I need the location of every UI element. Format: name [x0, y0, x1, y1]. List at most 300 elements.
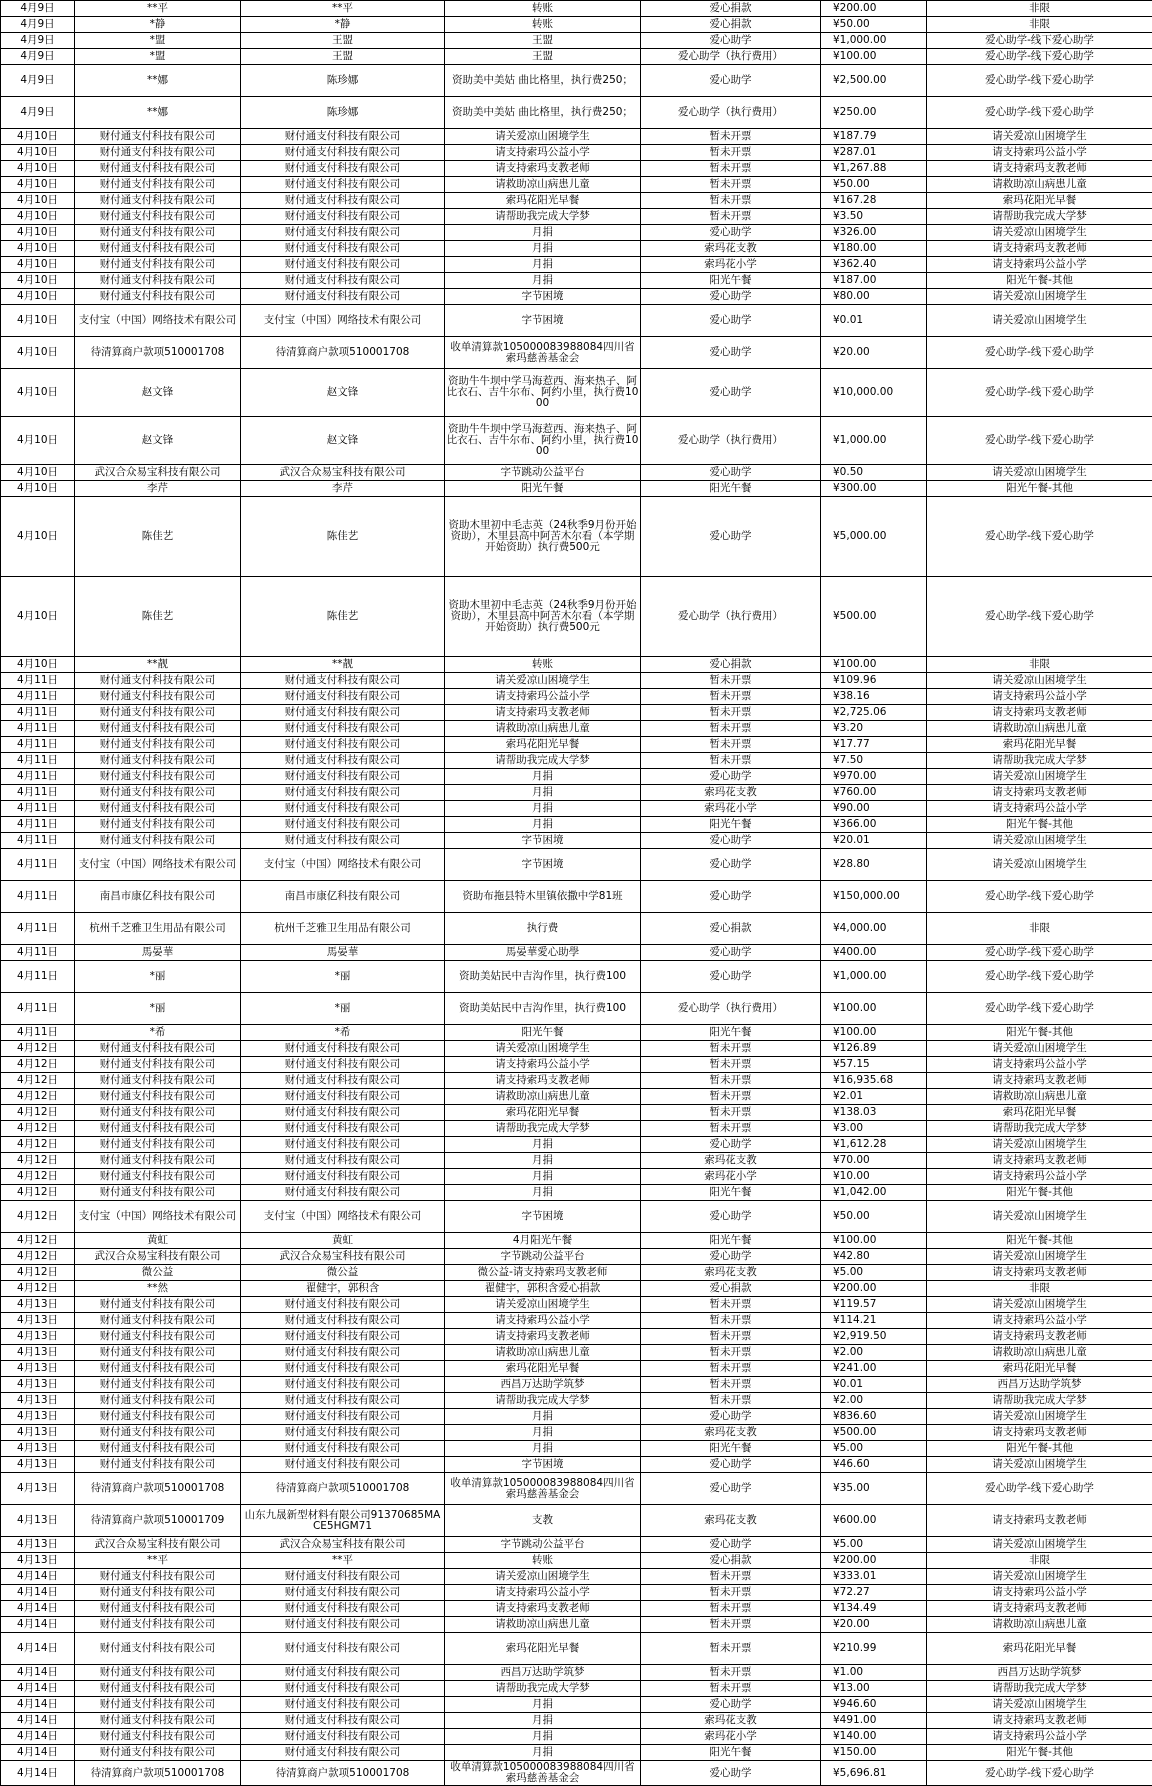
donor-cell: *静	[241, 17, 445, 33]
date-cell: 4月13日	[1, 1409, 75, 1425]
note-cell: 转账	[445, 657, 641, 673]
project-cell: 阳光午餐-其他	[927, 1233, 1152, 1249]
table-row	[1, 673, 1152, 689]
date-cell: 4月11日	[1, 961, 75, 993]
project-cell: 请帮助我完成大学梦	[927, 209, 1152, 225]
table-row	[1, 881, 1152, 913]
amount-cell: ¥5.00	[821, 1441, 927, 1457]
table-row	[1, 481, 1152, 497]
table-row	[1, 1233, 1152, 1249]
payer-cell: 财付通支付科技有限公司	[75, 817, 241, 833]
donor-cell: 财付通支付科技有限公司	[241, 1441, 445, 1457]
amount-cell: ¥100.00	[821, 657, 927, 673]
donor-cell: 待清算商户款项510001708	[241, 1761, 445, 1786]
note-cell: 月捐	[445, 1409, 641, 1425]
category-cell: 爱心助学	[641, 289, 821, 305]
amount-cell: ¥17.77	[821, 737, 927, 753]
payer-cell: 财付通支付科技有限公司	[75, 1569, 241, 1585]
note-cell: 请支持索玛支教老师	[445, 1329, 641, 1345]
donor-cell: 财付通支付科技有限公司	[241, 1041, 445, 1057]
table-row	[1, 1041, 1152, 1057]
payer-cell: 财付通支付科技有限公司	[75, 1297, 241, 1313]
category-cell: 暂未开票	[641, 193, 821, 209]
donor-cell: 财付通支付科技有限公司	[241, 689, 445, 705]
amount-cell: ¥138.03	[821, 1105, 927, 1121]
note-cell: 月捐	[445, 1697, 641, 1713]
date-cell: 4月14日	[1, 1617, 75, 1633]
date-cell: 4月13日	[1, 1313, 75, 1329]
payer-cell: 财付通支付科技有限公司	[75, 721, 241, 737]
note-cell: 月捐	[445, 1169, 641, 1185]
note-cell: 请关爱凉山困境学生	[445, 1297, 641, 1313]
table-row	[1, 225, 1152, 241]
project-cell: 索玛花阳光早餐	[927, 1633, 1152, 1665]
amount-cell: ¥250.00	[821, 97, 927, 129]
category-cell: 暂未开票	[641, 689, 821, 705]
payer-cell: 财付通支付科技有限公司	[75, 1665, 241, 1681]
donor-cell: 财付通支付科技有限公司	[241, 769, 445, 785]
category-cell: 暂未开票	[641, 209, 821, 225]
date-cell: 4月11日	[1, 705, 75, 721]
note-cell: 字节困境	[445, 833, 641, 849]
table-row	[1, 1745, 1152, 1761]
note-cell: 转账	[445, 1, 641, 17]
table-row	[1, 817, 1152, 833]
table-row	[1, 833, 1152, 849]
table-row	[1, 1585, 1152, 1601]
table-row	[1, 913, 1152, 945]
date-cell: 4月14日	[1, 1761, 75, 1786]
amount-cell: ¥200.00	[821, 1, 927, 17]
amount-cell: ¥2,500.00	[821, 65, 927, 97]
payer-cell: 财付通支付科技有限公司	[75, 1345, 241, 1361]
table-row	[1, 1057, 1152, 1073]
amount-cell: ¥0.01	[821, 305, 927, 337]
date-cell: 4月13日	[1, 1329, 75, 1345]
project-cell: 请支持索玛公益小学	[927, 145, 1152, 161]
table-row	[1, 33, 1152, 49]
table-row	[1, 737, 1152, 753]
category-cell: 索玛花小学	[641, 1729, 821, 1745]
table-row	[1, 273, 1152, 289]
payer-cell: 财付通支付科技有限公司	[75, 1377, 241, 1393]
project-cell: 请帮助我完成大学梦	[927, 1121, 1152, 1137]
payer-cell: 财付通支付科技有限公司	[75, 1121, 241, 1137]
date-cell: 4月10日	[1, 497, 75, 577]
payer-cell: 财付通支付科技有限公司	[75, 1425, 241, 1441]
amount-cell: ¥600.00	[821, 1505, 927, 1537]
donor-cell: 财付通支付科技有限公司	[241, 753, 445, 769]
category-cell: 暂未开票	[641, 1377, 821, 1393]
donor-cell: 财付通支付科技有限公司	[241, 1073, 445, 1089]
note-cell: 月捐	[445, 225, 641, 241]
donor-cell: 财付通支付科技有限公司	[241, 1569, 445, 1585]
project-cell: 请关爱凉山困境学生	[927, 465, 1152, 481]
date-cell: 4月14日	[1, 1729, 75, 1745]
amount-cell: ¥2.00	[821, 1393, 927, 1409]
note-cell: 请救助凉山病患儿童	[445, 1345, 641, 1361]
payer-cell: *希	[75, 1025, 241, 1041]
payer-cell: 财付通支付科技有限公司	[75, 769, 241, 785]
payer-cell: 赵文锋	[75, 369, 241, 417]
note-cell: 请支持索玛公益小学	[445, 1585, 641, 1601]
amount-cell: ¥72.27	[821, 1585, 927, 1601]
table-row	[1, 1633, 1152, 1665]
note-cell: 索玛花阳光早餐	[445, 1105, 641, 1121]
table-row	[1, 1617, 1152, 1633]
note-cell: 字节跳动公益平台	[445, 465, 641, 481]
amount-cell: ¥7.50	[821, 753, 927, 769]
category-cell: 爱心助学（执行费用）	[641, 49, 821, 65]
category-cell: 爱心助学	[641, 881, 821, 913]
note-cell: 请关爱凉山困境学生	[445, 1569, 641, 1585]
note-cell: 字节困境	[445, 1201, 641, 1233]
payer-cell: *盟	[75, 49, 241, 65]
payer-cell: 财付通支付科技有限公司	[75, 1585, 241, 1601]
table-row	[1, 1761, 1152, 1786]
project-cell: 请支持索玛公益小学	[927, 689, 1152, 705]
project-cell: 爱心助学-线下爱心助学	[927, 881, 1152, 913]
donor-cell: 赵文锋	[241, 417, 445, 465]
donor-cell: 黄虹	[241, 1233, 445, 1249]
note-cell: 月捐	[445, 241, 641, 257]
donor-cell: 财付通支付科技有限公司	[241, 209, 445, 225]
payer-cell: 南昌市康亿科技有限公司	[75, 881, 241, 913]
table-row	[1, 1089, 1152, 1105]
project-cell: 索玛花阳光早餐	[927, 1105, 1152, 1121]
amount-cell: ¥1,000.00	[821, 961, 927, 993]
category-cell: 爱心助学（执行费用）	[641, 993, 821, 1025]
payer-cell: 李芹	[75, 481, 241, 497]
project-cell: 请帮助我完成大学梦	[927, 1393, 1152, 1409]
amount-cell: ¥50.00	[821, 1201, 927, 1233]
donor-cell: 财付通支付科技有限公司	[241, 273, 445, 289]
donor-cell: 财付通支付科技有限公司	[241, 1105, 445, 1121]
amount-cell: ¥20.00	[821, 337, 927, 369]
table-row	[1, 65, 1152, 97]
project-cell: 西昌万达助学筑梦	[927, 1377, 1152, 1393]
payer-cell: 武汉合众易宝科技有限公司	[75, 1537, 241, 1553]
table-row	[1, 1201, 1152, 1233]
date-cell: 4月10日	[1, 337, 75, 369]
payer-cell: 财付通支付科技有限公司	[75, 1697, 241, 1713]
note-cell: 请支持索玛支教老师	[445, 161, 641, 177]
category-cell: 暂未开票	[641, 1665, 821, 1681]
date-cell: 4月11日	[1, 769, 75, 785]
category-cell: 暂未开票	[641, 1089, 821, 1105]
amount-cell: ¥1,267.88	[821, 161, 927, 177]
project-cell: 请支持索玛公益小学	[927, 1057, 1152, 1073]
donor-cell: 武汉合众易宝科技有限公司	[241, 1249, 445, 1265]
donor-cell: 财付通支付科技有限公司	[241, 801, 445, 817]
table-row	[1, 161, 1152, 177]
amount-cell: ¥187.00	[821, 273, 927, 289]
note-cell: 字节困境	[445, 1457, 641, 1473]
category-cell: 索玛花支教	[641, 241, 821, 257]
donor-cell: **平	[241, 1553, 445, 1569]
donor-cell: 南昌市康亿科技有限公司	[241, 881, 445, 913]
table-row	[1, 1025, 1152, 1041]
note-cell: 资助美中美姑 曲比格里，执行费250；	[445, 65, 641, 97]
donor-cell: **平	[241, 1, 445, 17]
category-cell: 爱心助学	[641, 1697, 821, 1713]
note-cell: 4月阳光午餐	[445, 1233, 641, 1249]
category-cell: 暂未开票	[641, 1121, 821, 1137]
payer-cell: **靓	[75, 657, 241, 673]
table-row	[1, 721, 1152, 737]
table-row	[1, 193, 1152, 209]
date-cell: 4月10日	[1, 241, 75, 257]
donor-cell: 财付通支付科技有限公司	[241, 1169, 445, 1185]
note-cell: 请救助凉山病患儿童	[445, 721, 641, 737]
amount-cell: ¥760.00	[821, 785, 927, 801]
note-cell: 资助木里初中毛志英（24秋季9月份开始资助），木里县高中阿苦木尔看（本学期开始资助）执行费500元	[445, 577, 641, 657]
date-cell: 4月13日	[1, 1553, 75, 1569]
payer-cell: 微公益	[75, 1265, 241, 1281]
project-cell: 请关爱凉山困境学生	[927, 1697, 1152, 1713]
project-cell: 请支持索玛支教老师	[927, 1505, 1152, 1537]
note-cell: 月捐	[445, 1441, 641, 1457]
table-row	[1, 1441, 1152, 1457]
project-cell: 请关爱凉山困境学生	[927, 849, 1152, 881]
category-cell: 暂未开票	[641, 1329, 821, 1345]
table-row	[1, 1537, 1152, 1553]
date-cell: 4月13日	[1, 1473, 75, 1505]
payer-cell: 财付通支付科技有限公司	[75, 145, 241, 161]
donor-cell: 山东九晟新型材料有限公司91370685MACE5HGM71	[241, 1505, 445, 1537]
donor-cell: 李芹	[241, 481, 445, 497]
payer-cell: 黄虹	[75, 1233, 241, 1249]
project-cell: 请支持索玛公益小学	[927, 257, 1152, 273]
date-cell: 4月14日	[1, 1601, 75, 1617]
payer-cell: 财付通支付科技有限公司	[75, 289, 241, 305]
project-cell: 爱心助学-线下爱心助学	[927, 417, 1152, 465]
category-cell: 阳光午餐	[641, 481, 821, 497]
table-row	[1, 257, 1152, 273]
note-cell: 转账	[445, 17, 641, 33]
date-cell: 4月11日	[1, 817, 75, 833]
table-row	[1, 1329, 1152, 1345]
category-cell: 索玛花支教	[641, 1153, 821, 1169]
amount-cell: ¥970.00	[821, 769, 927, 785]
category-cell: 暂未开票	[641, 161, 821, 177]
payer-cell: **平	[75, 1, 241, 17]
donor-cell: 财付通支付科技有限公司	[241, 225, 445, 241]
amount-cell: ¥140.00	[821, 1729, 927, 1745]
donor-cell: 陈佳艺	[241, 577, 445, 657]
amount-cell: ¥491.00	[821, 1713, 927, 1729]
date-cell: 4月13日	[1, 1537, 75, 1553]
date-cell: 4月10日	[1, 481, 75, 497]
table-row	[1, 337, 1152, 369]
table-row	[1, 577, 1152, 657]
category-cell: 爱心助学	[641, 1457, 821, 1473]
date-cell: 4月12日	[1, 1121, 75, 1137]
category-cell: 爱心助学（执行费用）	[641, 577, 821, 657]
note-cell: 收单清算款105000083988084四川省索玛慈善基金会	[445, 1473, 641, 1505]
donor-cell: 武汉合众易宝科技有限公司	[241, 465, 445, 481]
date-cell: 4月11日	[1, 689, 75, 705]
payer-cell: 财付通支付科技有限公司	[75, 1185, 241, 1201]
amount-cell: ¥2.01	[821, 1089, 927, 1105]
table-row	[1, 1, 1152, 17]
date-cell: 4月14日	[1, 1633, 75, 1665]
project-cell: 非限	[927, 913, 1152, 945]
amount-cell: ¥5,696.81	[821, 1761, 927, 1786]
amount-cell: ¥5.00	[821, 1537, 927, 1553]
date-cell: 4月10日	[1, 257, 75, 273]
amount-cell: ¥90.00	[821, 801, 927, 817]
project-cell: 请帮助我完成大学梦	[927, 1681, 1152, 1697]
donor-cell: 财付通支付科技有限公司	[241, 833, 445, 849]
donor-cell: 财付通支付科技有限公司	[241, 817, 445, 833]
note-cell: 请救助凉山病患儿童	[445, 1089, 641, 1105]
date-cell: 4月13日	[1, 1393, 75, 1409]
project-cell: 爱心助学-线下爱心助学	[927, 1761, 1152, 1786]
date-cell: 4月11日	[1, 673, 75, 689]
project-cell: 爱心助学-线下爱心助学	[927, 49, 1152, 65]
table-row	[1, 1249, 1152, 1265]
category-cell: 爱心助学	[641, 337, 821, 369]
note-cell: 月捐	[445, 1153, 641, 1169]
project-cell: 请救助凉山病患儿童	[927, 177, 1152, 193]
category-cell: 暂未开票	[641, 673, 821, 689]
donor-cell: 财付通支付科技有限公司	[241, 721, 445, 737]
date-cell: 4月11日	[1, 1025, 75, 1041]
table-row	[1, 177, 1152, 193]
note-cell: 月捐	[445, 1729, 641, 1745]
amount-cell: ¥1,000.00	[821, 33, 927, 49]
date-cell: 4月11日	[1, 737, 75, 753]
payer-cell: 财付通支付科技有限公司	[75, 1329, 241, 1345]
date-cell: 4月10日	[1, 465, 75, 481]
date-cell: 4月12日	[1, 1249, 75, 1265]
amount-cell: ¥366.00	[821, 817, 927, 833]
payer-cell: 财付通支付科技有限公司	[75, 1057, 241, 1073]
category-cell: 暂未开票	[641, 1345, 821, 1361]
category-cell: 暂未开票	[641, 145, 821, 161]
note-cell: 请帮助我完成大学梦	[445, 1121, 641, 1137]
donor-cell: 财付通支付科技有限公司	[241, 1057, 445, 1073]
donor-cell: 翟健宇，郭积含	[241, 1281, 445, 1297]
donor-cell: 财付通支付科技有限公司	[241, 1601, 445, 1617]
table-row	[1, 417, 1152, 465]
project-cell: 爱心助学-线下爱心助学	[927, 65, 1152, 97]
payer-cell: 财付通支付科技有限公司	[75, 1633, 241, 1665]
payer-cell: 财付通支付科技有限公司	[75, 209, 241, 225]
note-cell: 资助美姑民中吉沟作里，执行费100	[445, 993, 641, 1025]
donor-cell: 财付通支付科技有限公司	[241, 1361, 445, 1377]
project-cell: 非限	[927, 1, 1152, 17]
payer-cell: *静	[75, 17, 241, 33]
amount-cell: ¥946.60	[821, 1697, 927, 1713]
date-cell: 4月14日	[1, 1569, 75, 1585]
table-row	[1, 241, 1152, 257]
payer-cell: 财付通支付科技有限公司	[75, 177, 241, 193]
note-cell: 字节困境	[445, 305, 641, 337]
donor-cell: 财付通支付科技有限公司	[241, 1089, 445, 1105]
table-row	[1, 689, 1152, 705]
donor-cell: 财付通支付科技有限公司	[241, 177, 445, 193]
table-row	[1, 1265, 1152, 1281]
payer-cell: 支付宝（中国）网络技术有限公司	[75, 849, 241, 881]
project-cell: 请支持索玛支教老师	[927, 241, 1152, 257]
category-cell: 暂未开票	[641, 1313, 821, 1329]
amount-cell: ¥28.80	[821, 849, 927, 881]
donor-cell: 财付通支付科技有限公司	[241, 1345, 445, 1361]
note-cell: 阳光午餐	[445, 1025, 641, 1041]
table-row	[1, 465, 1152, 481]
category-cell: 暂未开票	[641, 1633, 821, 1665]
note-cell: 资助木里初中毛志英（24秋季9月份开始资助），木里县高中阿苦木尔看（本学期开始资助）执行费500元	[445, 497, 641, 577]
project-cell: 爱心助学-线下爱心助学	[927, 97, 1152, 129]
project-cell: 请救助凉山病患儿童	[927, 721, 1152, 737]
table-row	[1, 1393, 1152, 1409]
category-cell: 索玛花支教	[641, 1265, 821, 1281]
project-cell: 阳光午餐-其他	[927, 817, 1152, 833]
project-cell: 西昌万达助学筑梦	[927, 1665, 1152, 1681]
category-cell: 爱心助学	[641, 465, 821, 481]
table-row	[1, 1697, 1152, 1713]
note-cell: 资助布拖县特木里镇依撒中学81班	[445, 881, 641, 913]
amount-cell: ¥119.57	[821, 1297, 927, 1313]
donor-cell: 陈珍娜	[241, 65, 445, 97]
table-row	[1, 1473, 1152, 1505]
table-row	[1, 305, 1152, 337]
note-cell: 请救助凉山病患儿童	[445, 1617, 641, 1633]
amount-cell: ¥0.01	[821, 1377, 927, 1393]
date-cell: 4月11日	[1, 881, 75, 913]
project-cell: 请关爱凉山困境学生	[927, 225, 1152, 241]
project-cell: 阳光午餐-其他	[927, 1185, 1152, 1201]
date-cell: 4月13日	[1, 1441, 75, 1457]
category-cell: 暂未开票	[641, 1585, 821, 1601]
amount-cell: ¥200.00	[821, 1553, 927, 1569]
payer-cell: 财付通支付科技有限公司	[75, 1713, 241, 1729]
table-row	[1, 145, 1152, 161]
table-row	[1, 289, 1152, 305]
project-cell: 非限	[927, 1281, 1152, 1297]
category-cell: 爱心助学	[641, 849, 821, 881]
category-cell: 爱心捐款	[641, 1553, 821, 1569]
donor-cell: 财付通支付科技有限公司	[241, 1329, 445, 1345]
payer-cell: 武汉合众易宝科技有限公司	[75, 465, 241, 481]
amount-cell: ¥100.00	[821, 1025, 927, 1041]
project-cell: 请支持索玛公益小学	[927, 801, 1152, 817]
date-cell: 4月12日	[1, 1105, 75, 1121]
donor-cell: 王盟	[241, 33, 445, 49]
table-row	[1, 49, 1152, 65]
category-cell: 暂未开票	[641, 1073, 821, 1089]
category-cell: 爱心助学	[641, 1137, 821, 1153]
project-cell: 请支持索玛支教老师	[927, 785, 1152, 801]
table-row	[1, 1185, 1152, 1201]
category-cell: 阳光午餐	[641, 1185, 821, 1201]
amount-cell: ¥326.00	[821, 225, 927, 241]
project-cell: 请关爱凉山困境学生	[927, 1457, 1152, 1473]
table-row	[1, 1505, 1152, 1537]
payer-cell: 赵文锋	[75, 417, 241, 465]
amount-cell: ¥333.01	[821, 1569, 927, 1585]
date-cell: 4月13日	[1, 1425, 75, 1441]
note-cell: 翟健宇，郭积含爱心捐款	[445, 1281, 641, 1297]
date-cell: 4月11日	[1, 945, 75, 961]
donor-cell: 财付通支付科技有限公司	[241, 1297, 445, 1313]
date-cell: 4月10日	[1, 129, 75, 145]
payer-cell: 财付通支付科技有限公司	[75, 1681, 241, 1697]
payer-cell: 待清算商户款项510001708	[75, 337, 241, 369]
payer-cell: 财付通支付科技有限公司	[75, 1457, 241, 1473]
